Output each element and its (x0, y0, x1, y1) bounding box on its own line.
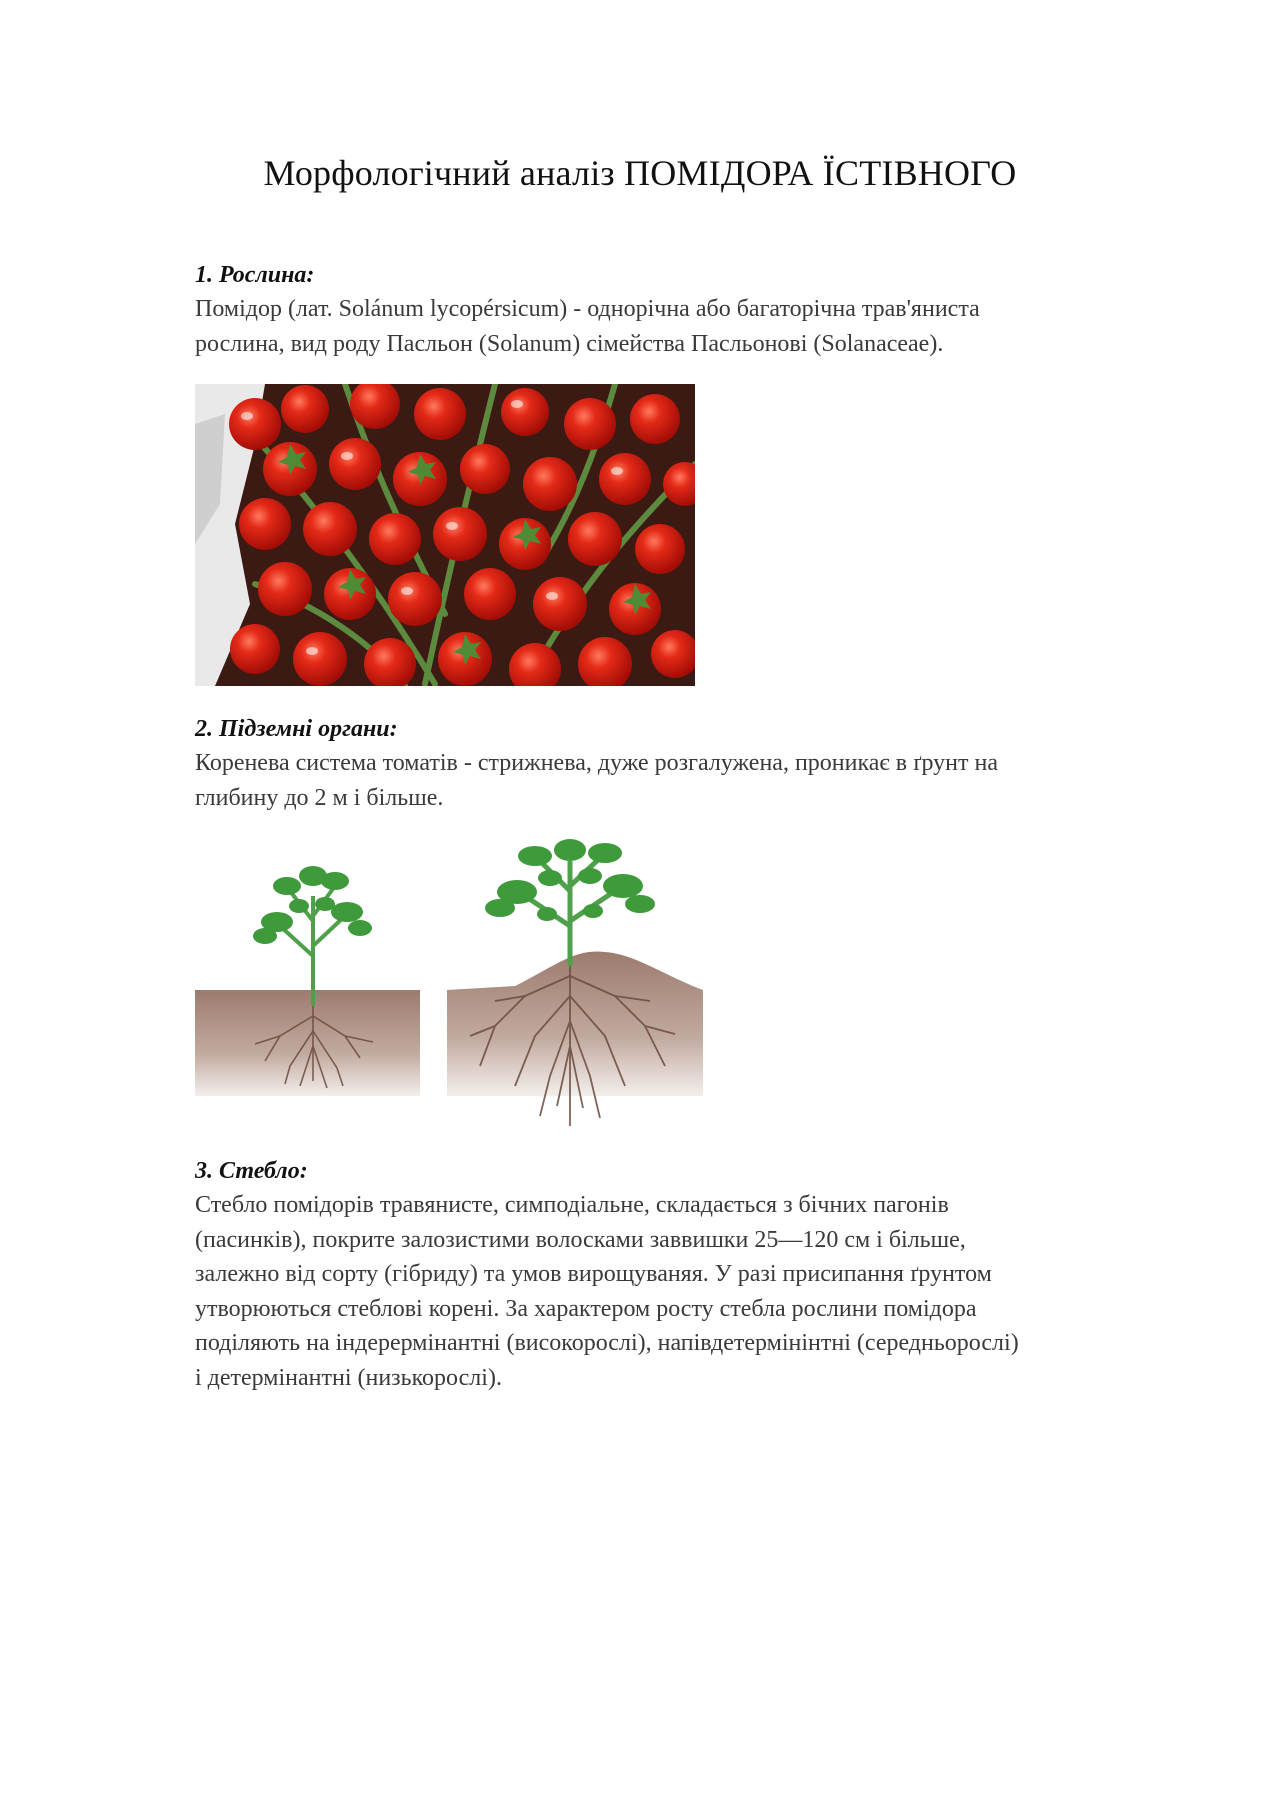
text-line: і детермінантні (низькорослі). (195, 1364, 502, 1391)
text-line: поділяють на індерермінантні (високорослі), напівдетермінінтні (середньорослі) (195, 1330, 1019, 1356)
text-line: залежно від сорту (гібриду) та умов вирощуваняя. У разі присипання ґрунтом (195, 1261, 992, 1287)
section-heading-stem: 3. Стебло: (195, 1158, 308, 1184)
section-text-stem (195, 1188, 1095, 1395)
text-line: Помідор (лат. Solánum lycopérsicum) - однорічна або багаторічна трав'яниста (195, 296, 980, 322)
section-text-roots (195, 746, 1095, 815)
text-line: (пасинків), покрите залозистими волосками заввишки 25—120 см і більше, (195, 1226, 966, 1253)
root-system-image (195, 836, 703, 1128)
page-title: Морфологічний аналіз ПОМІДОРА ЇСТІВНОГО (263, 153, 1017, 193)
section-heading-plant: 1. Рослина: (195, 262, 315, 288)
text-line: Коренева система томатів - стрижнева, дуже розгалужена, проникає в ґрунт на (195, 750, 998, 776)
section-heading-roots: 2. Підземні органи: (195, 716, 398, 742)
tomato-cluster-image (195, 384, 695, 686)
text-line: рослина, вид роду Пасльон (Solanum) сімейства Пасльонові (Solanaceae). (195, 330, 944, 357)
text-line: утворюються стеблові корені. За характером росту стебла рослини помідора (195, 1295, 977, 1322)
section-text-plant (195, 292, 1095, 361)
text-line: глибину до 2 м і більше. (195, 784, 444, 811)
text-line: Стебло помідорів травянисте, симподіальне, складається з бічних пагонів (195, 1192, 949, 1218)
